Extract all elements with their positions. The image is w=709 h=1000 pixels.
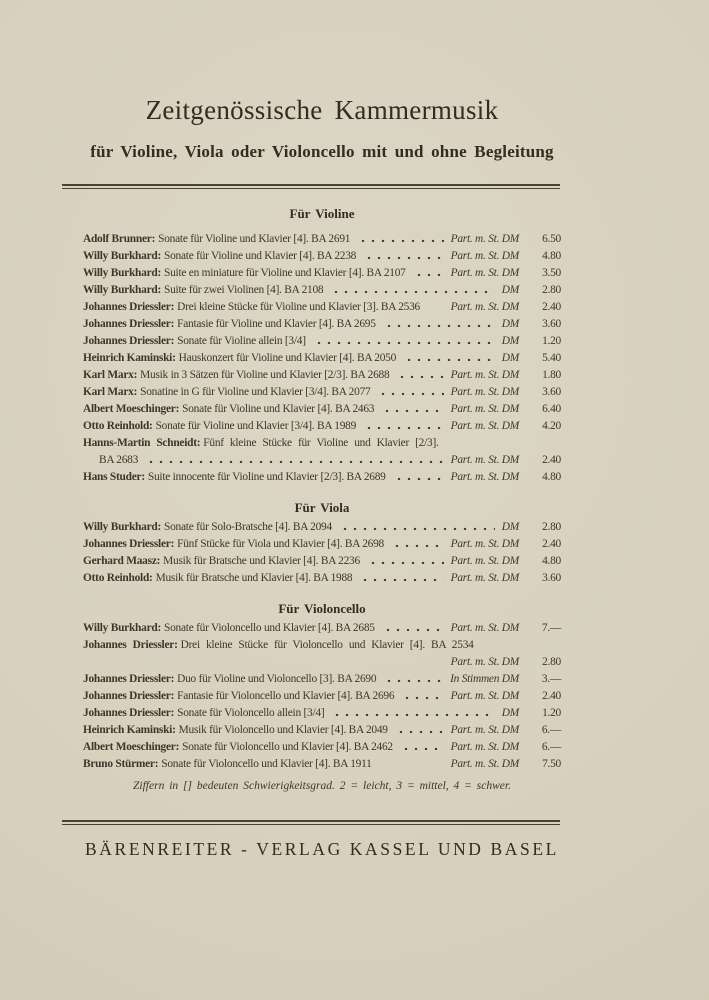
format-label: Part. m. St. DM	[450, 369, 519, 381]
dot-leader	[412, 272, 444, 276]
work-title: Musik für Bratsche und Klavier [4]. BA 2236	[163, 555, 360, 567]
work-title: Sonate für Violine und Klavier [3/4]. BA 1989	[155, 420, 357, 432]
work-title: Suite en miniature für Violine und Klavier [4]. BA 2107	[164, 267, 406, 279]
dot-leader	[382, 323, 495, 327]
composer-name: Otto Reinhold:	[83, 572, 153, 584]
divider-rule-bottom	[62, 820, 560, 825]
dot-leader	[312, 340, 495, 344]
composer-name: Adolf Brunner:	[83, 233, 156, 245]
row-text	[83, 637, 474, 654]
format-label: DM	[501, 707, 519, 719]
catalog-row	[83, 350, 561, 367]
format-label: Part. m. St. DM	[450, 403, 519, 415]
catalog-row	[83, 248, 561, 265]
row-text	[83, 282, 323, 299]
work-title: Sonate für Violoncello und Klavier [4]. BA 1911	[161, 758, 372, 770]
price-value: 7.50	[542, 758, 561, 770]
section-rows	[83, 231, 561, 486]
dot-leader	[480, 644, 554, 648]
catalog-row	[83, 435, 561, 452]
work-title: Fantasie für Violine und Klavier [4]. BA 2695	[177, 318, 376, 330]
composer-name: Albert Moeschinger:	[83, 403, 180, 415]
work-title: Musik für Violoncello und Klavier [4]. BA 2049	[178, 724, 388, 736]
catalog-row	[83, 739, 561, 756]
catalog-row	[83, 536, 561, 553]
format-label: Part. m. St. DM	[450, 724, 519, 736]
work-title: Sonate für Violoncello und Klavier [4]. BA 2462	[182, 741, 393, 753]
dot-leader	[366, 560, 444, 564]
dot-leader	[362, 255, 444, 259]
price-value: 4.80	[542, 250, 561, 262]
work-title: Sonate für Violoncello allein [3/4]	[177, 707, 325, 719]
composer-name: Willy Burkhard:	[83, 521, 162, 533]
composer-name: Johannes Driessler:	[83, 707, 175, 719]
work-title: Fantasie für Violoncello und Klavier [4]. BA 2696	[177, 690, 395, 702]
dot-leader	[338, 526, 495, 530]
row-text	[83, 248, 356, 265]
dot-leader	[402, 357, 495, 361]
composer-name: Heinrich Kaminski:	[83, 724, 176, 736]
dot-leader	[358, 577, 443, 581]
format-label: Part. m. St. DM	[450, 572, 519, 584]
price-value: 6.—	[541, 741, 561, 753]
format-label: Part. m. St. DM	[450, 420, 519, 432]
composer-name: Otto Reinhold:	[83, 420, 153, 432]
catalog-row	[83, 333, 561, 350]
catalog-row	[83, 231, 561, 248]
page-title: Zeitgenössische Kammermusik	[145, 95, 499, 125]
row-text	[83, 333, 306, 350]
dot-leader	[445, 442, 554, 446]
work-title: Hauskonzert für Violine und Klavier [4]. BA 2050	[178, 352, 397, 364]
price-value: 2.40	[542, 690, 561, 702]
work-title: Duo für Violine und Violoncello [3]. BA 2690	[177, 673, 377, 685]
format-label: DM	[501, 521, 519, 533]
page-header	[83, 0, 561, 163]
format-label: Part. m. St. DM	[450, 741, 519, 753]
format-label: DM	[501, 318, 519, 330]
catalog-row	[83, 367, 561, 384]
format-label: Part. m. St. DM	[450, 250, 519, 262]
format-label: Part. m. St. DM	[450, 301, 519, 313]
composer-name: Karl Marx:	[83, 369, 138, 381]
price-value: 2.80	[542, 284, 561, 296]
dot-leader	[362, 425, 444, 429]
row-text	[83, 418, 356, 435]
publisher-imprint: BÄRENREITER - VERLAG KASSEL UND BASEL	[85, 839, 559, 859]
composer-name: Johannes Driessler:	[83, 318, 175, 330]
price-value: 3.60	[542, 386, 561, 398]
work-title: Fünf Stücke für Viola und Klavier [4]. BA 2698	[177, 538, 384, 550]
work-title: Drei kleine Stücke für Violoncello und Klavier [4]. BA 2534	[180, 639, 474, 651]
work-title: Sonate für Solo-Bratsche [4]. BA 2094	[164, 521, 332, 533]
work-title: Suite für zwei Violinen [4]. BA 2108	[164, 284, 324, 296]
catalog-row	[83, 299, 561, 316]
catalog-row	[83, 401, 561, 418]
catalog-row	[83, 553, 561, 570]
section-heading: Für Violoncello	[278, 601, 366, 616]
format-label: DM	[501, 335, 519, 347]
dot-leader	[392, 476, 444, 480]
format-label: Part. m. St. DM	[450, 656, 519, 668]
dot-leader	[380, 408, 443, 412]
row-text	[83, 384, 370, 401]
dot-leader	[356, 238, 443, 242]
dot-leader	[376, 391, 443, 395]
work-title: Sonate für Violine und Klavier [4]. BA 2463	[182, 403, 375, 415]
catalog-row	[83, 722, 561, 739]
row-text	[83, 435, 439, 452]
work-title: Sonate für Violoncello und Klavier [4]. BA 2685	[164, 622, 375, 634]
row-text	[83, 756, 372, 773]
format-label: Part. m. St. DM	[450, 454, 519, 466]
work-title: Suite innocente für Violine und Klavier [2/3]. BA 2689	[147, 471, 386, 483]
format-label: In Stimmen DM	[450, 673, 519, 685]
row-text	[83, 570, 352, 587]
format-label: Part. m. St. DM	[450, 758, 519, 770]
composer-name: Albert Moeschinger:	[83, 741, 180, 753]
composer-name: Johannes Driessler:	[83, 301, 175, 313]
catalog-row	[83, 452, 561, 469]
format-label: DM	[501, 352, 519, 364]
price-value: 6.40	[542, 403, 561, 415]
row-text	[83, 722, 388, 739]
price-value: 1.20	[542, 335, 561, 347]
composer-name: Johannes Driessler:	[83, 673, 175, 685]
price-value: 6.—	[541, 724, 561, 736]
format-label: Part. m. St. DM	[450, 386, 519, 398]
composer-name: Karl Marx:	[83, 386, 138, 398]
row-text	[83, 316, 376, 333]
price-value: 2.40	[542, 454, 561, 466]
difficulty-footnote: Ziffern in [] bedeuten Schwierigkeitsgrad. 2 = leicht, 3 = mittel, 4 = schwer.	[133, 780, 511, 792]
dot-leader	[426, 306, 444, 310]
price-value: 4.20	[542, 420, 561, 432]
dot-leader	[394, 729, 444, 733]
format-label: Part. m. St. DM	[450, 690, 519, 702]
work-title: Drei kleine Stücke für Violine und Klavier [3]. BA 2536	[177, 301, 420, 313]
work-title: Fünf kleine Stücke für Violine und Klavier [2/3].	[203, 437, 439, 449]
row-text	[83, 265, 406, 282]
section-heading: Für Violine	[289, 206, 355, 221]
row-text	[83, 705, 324, 722]
dot-leader	[144, 459, 444, 463]
row-text	[83, 401, 374, 418]
dot-leader	[395, 374, 443, 378]
dot-leader	[399, 746, 444, 750]
dot-leader	[330, 712, 494, 716]
dot-leader	[329, 289, 494, 293]
price-value: 3.60	[542, 318, 561, 330]
row-text	[83, 739, 393, 756]
page-subtitle: für Violine, Viola oder Violoncello mit und ohne Begleitung	[90, 142, 554, 161]
composer-name: Johannes Driessler:	[83, 538, 175, 550]
row-text	[83, 350, 396, 367]
composer-name: Hanns-Martin Schneidt:	[83, 437, 201, 449]
composer-name: Bruno Stürmer:	[83, 758, 159, 770]
work-title: Sonatine in G für Violine und Klavier [3/4]. BA 2077	[140, 386, 371, 398]
composer-name: Willy Burkhard:	[83, 284, 162, 296]
dot-leader	[390, 543, 444, 547]
dot-leader	[378, 763, 444, 767]
row-text	[83, 452, 138, 469]
catalog-row	[83, 756, 561, 773]
catalog-row	[83, 705, 561, 722]
catalog-row	[83, 469, 561, 486]
price-value: 4.80	[542, 471, 561, 483]
price-value: 2.40	[542, 301, 561, 313]
catalog-row	[83, 418, 561, 435]
row-text	[83, 536, 384, 553]
price-value: 3.50	[542, 267, 561, 279]
composer-name: Johannes Driessler:	[83, 639, 178, 651]
section-heading: Für Viola	[294, 500, 350, 515]
format-label: Part. m. St. DM	[450, 555, 519, 567]
catalog-row	[83, 265, 561, 282]
price-value: 2.80	[542, 656, 561, 668]
composer-name: Johannes Driessler:	[83, 335, 175, 347]
price-value: 3.—	[541, 673, 561, 685]
catalog-row	[83, 570, 561, 587]
work-title: BA 2683	[99, 454, 139, 466]
composer-name: Willy Burkhard:	[83, 250, 162, 262]
catalog-row	[83, 316, 561, 333]
row-text	[83, 620, 375, 637]
work-title: Sonate für Violine und Klavier [4]. BA 2691	[158, 233, 351, 245]
composer-name: Hans Studer:	[83, 471, 145, 483]
catalog-row	[83, 282, 561, 299]
price-value: 2.80	[542, 521, 561, 533]
price-value: 5.40	[542, 352, 561, 364]
row-text	[83, 671, 376, 688]
composer-name: Johannes Driessler:	[83, 690, 175, 702]
row-text	[83, 299, 420, 316]
composer-name: Gerhard Maasz:	[83, 555, 161, 567]
catalog-row	[83, 637, 561, 654]
dot-leader	[382, 678, 443, 682]
dot-leader	[400, 695, 443, 699]
work-title: Sonate für Violine und Klavier [4]. BA 2238	[164, 250, 357, 262]
catalog-row	[83, 384, 561, 401]
row-text	[83, 688, 394, 705]
row-text	[83, 367, 389, 384]
format-label: Part. m. St. DM	[450, 233, 519, 245]
price-value: 1.20	[542, 707, 561, 719]
section-rows	[83, 620, 561, 773]
composer-name: Willy Burkhard:	[83, 622, 162, 634]
price-value: 3.60	[542, 572, 561, 584]
format-label: Part. m. St. DM	[450, 471, 519, 483]
dot-leader	[89, 661, 444, 665]
work-title: Sonate für Violine allein [3/4]	[177, 335, 306, 347]
dot-leader	[381, 627, 444, 631]
catalog-row	[83, 620, 561, 637]
catalog-row	[83, 671, 561, 688]
composer-name: Willy Burkhard:	[83, 267, 162, 279]
row-text	[83, 469, 386, 486]
catalog	[83, 206, 561, 773]
format-label: DM	[501, 284, 519, 296]
format-label: Part. m. St. DM	[450, 267, 519, 279]
price-value: 2.40	[542, 538, 561, 550]
price-value: 7.—	[541, 622, 561, 634]
catalog-row	[83, 519, 561, 536]
row-text	[83, 553, 360, 570]
work-title: Musik für Bratsche und Klavier [4]. BA 1988	[155, 572, 353, 584]
section-rows	[83, 519, 561, 587]
catalog-row	[83, 654, 561, 671]
price-value: 4.80	[542, 555, 561, 567]
format-label: Part. m. St. DM	[450, 538, 519, 550]
row-text	[83, 519, 332, 536]
catalog-row	[83, 688, 561, 705]
composer-name: Heinrich Kaminski:	[83, 352, 176, 364]
price-value: 6.50	[542, 233, 561, 245]
price-value: 1.80	[542, 369, 561, 381]
row-text	[83, 231, 350, 248]
work-title: Musik in 3 Sätzen für Violine und Klavier [2/3]. BA 2688	[140, 369, 390, 381]
format-label: Part. m. St. DM	[450, 622, 519, 634]
divider-rule-top	[62, 184, 560, 189]
